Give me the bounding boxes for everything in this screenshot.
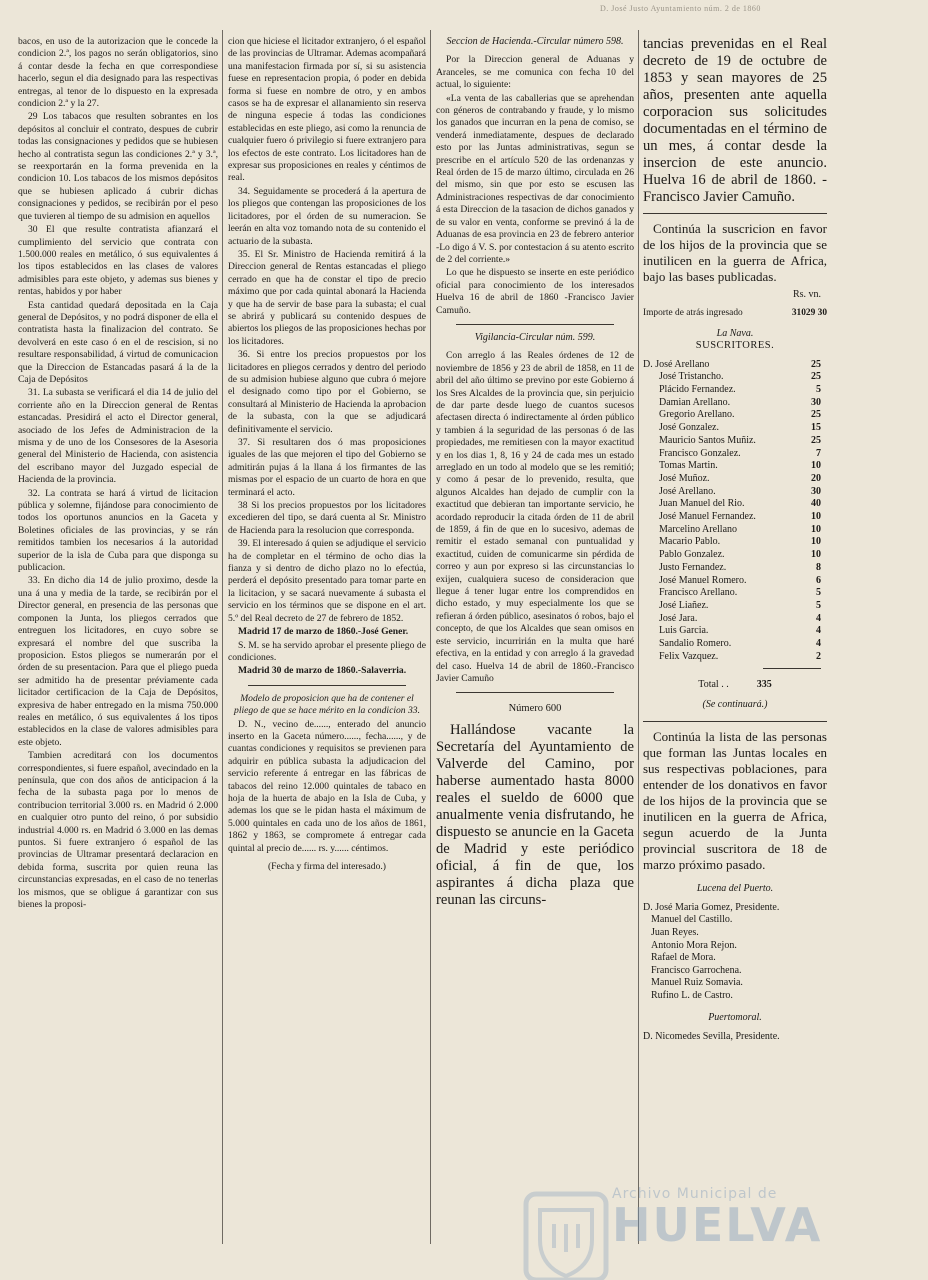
section-heading-600: Número 600 (508, 703, 562, 715)
paragraph: 37. Si resultaren dos ó mas proposiciones iguales de las que mejoren el tipo del Gobierno se admitirán pujas á la llana á los firmantes de las mismas por el espacio de un cuarto de hora en que terminará el acto. (228, 437, 426, 498)
list-item (643, 536, 827, 549)
total-value: 335 (756, 678, 772, 690)
list-item (643, 638, 827, 651)
watermark-small: Archivo Municipal de (612, 1186, 778, 1202)
subscriber-amount: 20 (811, 472, 821, 484)
model-footer: (Fecha y firma del interesado.) (267, 861, 386, 872)
paragraph: Lo que he dispuesto se inserte en este periódico oficial para conocimiento de los interesados Huelva 16 de abril de 1860 -Francisco Javier Camuño. (436, 267, 634, 316)
paragraph: 31. La subasta se verificará el dia 14 de julio del corriente año en la Direccion general de Rentas estancadas. Presidirá el acto el Director general, asociado de los Jefes de Administracion de la misma y de uno de los Consesores de la Asesoria general del Ministerio de Hacienda, con asistencia del escribano mayor del Juzgado especial de Hacienda de la provincia. (18, 387, 218, 486)
subscriber-amount: 25 (811, 371, 821, 383)
subscriber-amount: 6 (816, 574, 821, 586)
paragraph: 35. El Sr. Ministro de Hacienda remitirá á la Direccion general de Rentas estancadas el pliego cerrado en que ha de constar el tipo de precio máximo que por cada quintal abonará la Hacienda y que ha de servir de base para la subasta; el cual se abrirá y publicará su contenido despues de abiertos los pliegos de las proposiciones hechas por los licitadores. (228, 248, 426, 347)
paragraph: Esta cantidad quedará depositada en la Caja general de Depósitos, y no podrá disponer de ella el contratista hasta la finalizacion del contrato. Se devolverá en este caso ó en el de rescision, si no resultare responsabilidad, á virtud de comunicacion que la Direccion de Estancadas pasará á la de la Caja de Depósitos (18, 299, 218, 385)
paragraph: 34. Seguidamente se procederá á la apertura de los pliegos que contengan las proposiciones de los licitadores, por el órden de su numeracion. Se leerán en alta voz tomando nota de su contenido el actuario de la subasta. (228, 185, 426, 247)
list-item (643, 359, 827, 372)
signature-salaverria: Madrid 30 de marzo de 1860.-Salaverria. (238, 665, 407, 677)
subscriber-name: José Tristancho. (659, 371, 724, 383)
subscriber-name: Juan Manuel del Rio. (659, 498, 745, 510)
importe-row (643, 307, 827, 319)
list-item: Rafael de Mora. (651, 952, 716, 964)
subscriber-name: Felix Vazquez. (659, 650, 719, 662)
suscritores-heading: SUSCRITORES. (695, 340, 775, 352)
list-item (643, 422, 827, 435)
list-item (643, 486, 827, 499)
list-item (643, 549, 827, 562)
divider (643, 721, 827, 722)
watermark-large: HUELVA (612, 1198, 823, 1252)
list-item (643, 371, 827, 384)
subscriber-amount: 7 (816, 447, 821, 459)
subscriber-name: Tomas Martin. (659, 460, 718, 472)
watermark-text (612, 1186, 823, 1252)
suscricion-text: Continúa la suscricion en favor de los hijos de la provincia que se inutilicen en la guerra de Africa, bajo las bases publicadas. (643, 221, 827, 284)
currency-label: Rs. vn. (792, 289, 821, 300)
town-heading: La Nava. (716, 327, 754, 339)
paragraph: cion que hiciese el licitador extranjero, ó el español de las provincias de Ultramar. Ademas acompañará una manifestacion firmada por sí, si su asistencia fuese en representacion propia, ó poder en debida forma si fuese en nombre de otro, y en ambos casos se ha de expresar el allanamiento sin reserva de ninguna especie á todas las condiciones establecidas en este pliego, asi como la renuncia de cualquier fuero ó privilegio si fuere extranjero para los efectos de este contrato. Los licitadores han de expresar sus proposiciones en reales y céntimos de real. (228, 36, 426, 184)
list-item (643, 511, 827, 524)
subscriber-name: Marcelino Arellano (659, 523, 738, 535)
paragraph: 39. El interesado á quien se adjudique el servicio ha de completar en el término de ocho dias la fianza y si dentro de dicho plazo no lo efectúa, perderá el depósito presentado para tomar parte en la licitacion, y se sacará nuevamente á subasta el servicio en los términos que se dispone en el art. 5.º del Real decreto de 27 de febrero de 1852. (228, 538, 426, 624)
divider (456, 324, 614, 325)
subscriber-amount: 5 (816, 587, 821, 599)
column-4 (643, 36, 827, 1240)
subscriber-amount: 30 (811, 485, 821, 497)
divider (248, 685, 406, 686)
column-2 (228, 36, 426, 1240)
approval-text: S. M. se ha servido aprobar el presente pliego de condiciones. (228, 639, 426, 663)
subscriber-list (643, 359, 827, 664)
subscriber-name: José Muñoz. (659, 472, 710, 484)
paragraph: 32. La contrata se hará á virtud de licitacion pública y solemne, fijándose para conocimiento de todos los oportunos anuncios en la Gaceta y Boletines oficiales de las provincias, y se rán remitidos tambien los necesarios á la autoridad superior de la isla de Cuba para que disponga su publicacion. (18, 487, 218, 574)
subscriber-name: José Jara. (659, 612, 698, 624)
paragraph: «La venta de las caballerias que se aprehendan con géneros de contrabando y fraude, y lo mismo los ganados que incurran en la pena de comiso, se venderá inmediatamente, despues de declarado esto por las Juntas administrativas, segun se prescribe en el artículo 520 de las ordenanzas y Real órden de 15 de marzo último, circulada en 26 del mismo, sin que por esto se escusen las Administraciones respectivas de dar conocimiento á esta Direccion de la tasacion de dichos ganados y de su valor en venta, conforme se previnó á la de Aduanas de esa provincia en 23 de febrero anterior -Lo digo á V. S. por contestacion á su atento escrito de 2 del corriente.» (436, 92, 634, 265)
subscriber-name: Pablo Gonzalez. (659, 549, 725, 561)
total-row (643, 679, 827, 691)
list-item (643, 600, 827, 613)
list-item: D. José Maria Gomez, Presidente. (643, 901, 780, 913)
lucena-members (643, 902, 827, 1003)
list-item: Antonio Mora Rejon. (651, 939, 737, 951)
list-item (643, 435, 827, 448)
header-fragment: D. José Justo Ayuntamiento núm. 2 de 1860 (600, 4, 761, 13)
subscriber-amount: 10 (811, 511, 821, 523)
subscriber-amount: 15 (811, 422, 821, 434)
subscriber-name: Francisco Arellano. (659, 587, 738, 599)
signature-gener: Madrid 17 de marzo de 1860.-José Gener. (238, 626, 409, 638)
column-rule-1 (222, 30, 223, 1244)
subscriber-amount: 4 (816, 638, 821, 650)
subscriber-name: Luis Garcia. (659, 625, 709, 637)
puertomoral-heading: Puertomoral. (708, 1012, 762, 1024)
subscriber-amount: 10 (811, 549, 821, 561)
vacancy-continuation: tancias prevenidas en el Real decreto de 19 de octubre de 1853 y sean mayores de 25 años, presenten ante aquella corporacion sus solicitudes documentadas en el término de un mes, á contar desde la insercion de este anuncio. Huelva 16 de abril de 1860. -Francisco Javier Camuño. (643, 36, 827, 205)
juntas-text: Continúa la lista de las personas que forman las Juntas locales en sus respectivas poblaciones, para entender de los donativos en favor de los hijos de la provincia que se inutilicen en la guerra de Africa, segun acuerdo de la Junta provincial suscritora de 18 de marzo próximo pasado. (643, 729, 827, 873)
paragraph: 30 El que resulte contratista afianzará el cumplimiento del servicio que contrata con 1.500.000 reales en metálico, ó sus equivalentes á los tipos establecidos en las clases de valores admisibles para este objeto, y ademas sus bienes y rentas, habidos y por haber (18, 224, 218, 298)
list-item (643, 498, 827, 511)
list-item (643, 651, 827, 664)
list-item (643, 524, 827, 537)
list-item: Juan Reyes. (651, 926, 699, 938)
se-continuara: (Se continuará.) (702, 698, 768, 710)
divider (456, 692, 614, 693)
subscriber-amount: 10 (811, 523, 821, 535)
list-item (643, 397, 827, 410)
list-item (643, 625, 827, 638)
subscriber-amount: 4 (816, 612, 821, 624)
subscriber-name: José Manuel Fernandez. (659, 511, 756, 523)
subscriber-name: José Manuel Romero. (659, 574, 747, 586)
section-heading-599: Vigilancia-Circular núm. 599. (474, 331, 596, 343)
column-rule-2 (430, 30, 431, 1244)
vacancy-text: Hallándose vacante la Secretaría del Ayuntamiento de Valverde del Camino, por haberse aumentado hasta 8000 reales el sueldo de 6000 que anualmente venia disfrutando, he dispuesto se anuncie en la Gaceta de Madrid y este periódico oficial, á fin de que, los aspirantes á dicha plaza que reunan las circuns- (436, 721, 634, 908)
subscriber-amount: 10 (811, 460, 821, 472)
list-item (643, 613, 827, 626)
list-item (643, 562, 827, 575)
subscriber-amount: 5 (816, 599, 821, 611)
list-item (643, 587, 827, 600)
list-item (643, 384, 827, 397)
paragraph: 33. En dicho dia 14 de julio proximo, desde la una á una y media de la tarde, se recibirán por el Director general, en presencia de las personas que componen la Junta, los pliegos cerrados que entreguen los licitadores, en cuyo sobre se expresará el nombre del que suscriba la proposicion. Estos pliegos se numerarán por el órden de su presentacion. Para que el pliego pueda ser admitido ha de presentar préviamente cada licitador certificacion de la Caja de Depósitos, expresiva de haber entregado en la misma 750.000 reales en metálico, ó sus equivalentes á los tipos establecidos en la clase de valores admisibles para este objeto. (18, 575, 218, 748)
subscriber-amount: 5 (816, 384, 821, 396)
list-item (643, 575, 827, 588)
paragraph: 36. Si entre los precios propuestos por los licitadores en pliegos cerrados y dentro del periodo de su admision hubiese alguno que cubra ó mejore el designado como tipo por el Gobierno, se consultará al Ministerio de Hacienda la aprobacion de la subasta, con la que se adjudicará definitivamente el servicio. (228, 349, 426, 435)
importe-label: Importe de atrás ingresado (643, 308, 743, 319)
subscriber-name: Sandalio Romero. (659, 638, 732, 650)
paragraph: Con arreglo á las Reales órdenes de 12 de noviembre de 1856 y 23 de abril de 1858, en 11 de abril del año último se previno por este Gobierno á los Sres Alcaldes de la provincia que, sin perjuicio de dar parte desde luego de cuantos sucesos afectasen directa ó indirectamente al órden público y tambien á la seguridad de las personas ó de las propiedades, me remitiesen con la mayor exactitud y en los dias 1, 8, 16 y 24 de cada mes un estado arreglado en un todo al modelo que se les remitió; y como á pesar de lo prevenido, resulta, que algunos Alcaldes han dejado de cumplir con la exactitud que debieran tan importante servicio, he acordado reproducir la citada órden de 11 de abril de 1859, á fin de que en lo sucesivo, ademas de remitir el estado semanal con puntualidad y exactitud, cuiden de comunicarme sin pérdida de correo y aun por expreso si las circunstancias lo exijen, cualquiera suceso de consideracion que llegue á tener lugar entre los comprendidos en dicho estado, y muy especialmente los que se refieran á órden público, asesinatos ó robos, bajo el concepto, de que los Alcaldes que sean omisos en este servicio, incurririán en la multa que haré efectiva, en la entidad y con arreglo á la gravedad del caso. Huelva 14 de abril de 1860.-Francisco Javier Camuño (436, 350, 634, 684)
model-text: D. N., vecino de......, enterado del anuncio inserto en la Gaceta número......, fecha......, y de cuantas condiciones y requisitos se previenen para adquirir en pública subasta la adjudicacion del servicio referente á entregar en las fábricas de tabacos del reino 12.000 quintales de tabaco en hoja de la huerta de abajo en la Isla de Cuba, y ademas los que se le pidan hasta el máximum de 5.000 quintales en cada uno de los años de 1861, 1862 y 1863, se compromete á entregar cada quintal al precio de...... rs. y...... céntimos. (228, 718, 426, 854)
list-item: Rufino L. de Castro. (651, 989, 733, 1001)
subscriber-amount: 2 (816, 650, 821, 662)
subscriber-amount: 8 (816, 561, 821, 573)
subscriber-amount: 25 (811, 409, 821, 421)
subscriber-name: Gregorio Arellano. (659, 409, 735, 421)
puertomoral-members (643, 1031, 827, 1044)
subscriber-name: Damian Arellano. (659, 396, 731, 408)
model-heading: Modelo de proposicion que ha de contener el pliego de que se hace mérito en la condicion 33. (234, 692, 420, 717)
list-item (643, 448, 827, 461)
subscriber-name: Mauricio Santos Muñiz. (659, 434, 756, 446)
total-rule (763, 668, 821, 669)
list-item (643, 409, 827, 422)
total-label: Total . . (698, 678, 729, 690)
importe-value: 31029 30 (791, 308, 827, 319)
subscriber-amount: 4 (816, 625, 821, 637)
paragraph: 38 Si los precios propuestos por los licitadores excedieren del tipo, se dará cuenta al Sr. Ministro de Hacienda para la resolucion que corresponda. (228, 500, 426, 536)
subscriber-name: José Liañez. (659, 599, 709, 611)
divider (643, 213, 827, 214)
subscriber-amount: 40 (811, 498, 821, 510)
subscriber-name: D. José Arellano (643, 358, 710, 370)
subscriber-name: Plácido Fernandez. (659, 384, 736, 396)
subscriber-amount: 30 (811, 396, 821, 408)
subscriber-amount: 25 (811, 434, 821, 446)
paragraph: 29 Los tabacos que resulten sobrantes en los depósitos al concluir el contrato, despues de cubrir todas las consignaciones y pedidos que se hubiesen hecho al contratista segun las condiciones 2.ª y 3.ª, se reexportarán en la forma prevenida en la condicion 10. Los tabacos de los mismos depósitos que se hubiesen aplicado á cubrir dichas consignaciones y pedidos, se recibirán por el peso que tuvieren al tiempo de su admision en aquellos (18, 111, 218, 222)
subscriber-amount: 25 (811, 358, 821, 370)
column-rule-3 (638, 30, 639, 1244)
list-item (643, 473, 827, 486)
list-item: Manuel del Castillo. (651, 914, 733, 926)
list-item (643, 460, 827, 473)
subscriber-name: Justo Fernandez. (659, 561, 727, 573)
lucena-heading: Lucena del Puerto. (696, 883, 774, 895)
paragraph: bacos, en uso de la autorizacion que le concede la condicion 2.ª, los pagos no serán obligatorios, sino á contar desde la fecha en que correspondiese hacerlo, segun el dia designado para las respectivas entregas, al tenor de lo dispuesto en la expresada condicion 2.ª y la 27. (18, 36, 218, 110)
list-item: Manuel Ruiz Somavia. (651, 977, 743, 989)
subscriber-name: José Arellano. (659, 485, 716, 497)
list-item: D. Nicomedes Sevilla, Presidente. (643, 1030, 780, 1042)
column-1 (18, 36, 218, 1240)
subscriber-name: Francisco Gonzalez. (659, 447, 741, 459)
subscriber-name: José Gonzalez. (659, 422, 719, 434)
column-3 (436, 36, 634, 1240)
subscriber-amount: 10 (811, 536, 821, 548)
section-heading-598: Seccion de Hacienda.-Circular número 598. (446, 36, 624, 47)
list-item: Francisco Garrochena. (651, 964, 742, 976)
paragraph: Tambien acreditará con los documentos correspondientes, si fuere español, avecindado en la península, que con dos años de anticipacion á la fecha de la subasta paga por lo menos de contribucion territorial 3.000 rs. en Madrid ó 2.000 en cualquier otro punto del reino, ó por subsidio industrial 4.000 rs. en Madrid ó 3.000 en las demas puntos. Si fuere extranjero ó español de las provincias de Ultramar presentará declaracion en debida forma, suscrita por quien reuna las circunstancias expresadas, en el caso de no tenerlas los mismos, que se obligue á garantizar con sus bienes la proposi- (18, 750, 218, 911)
subscriber-name: Macario Pablo. (659, 536, 721, 548)
paragraph: Por la Direccion general de Aduanas y Aranceles, se me comunica con fecha 10 del actual, lo siguiente: (436, 54, 634, 91)
